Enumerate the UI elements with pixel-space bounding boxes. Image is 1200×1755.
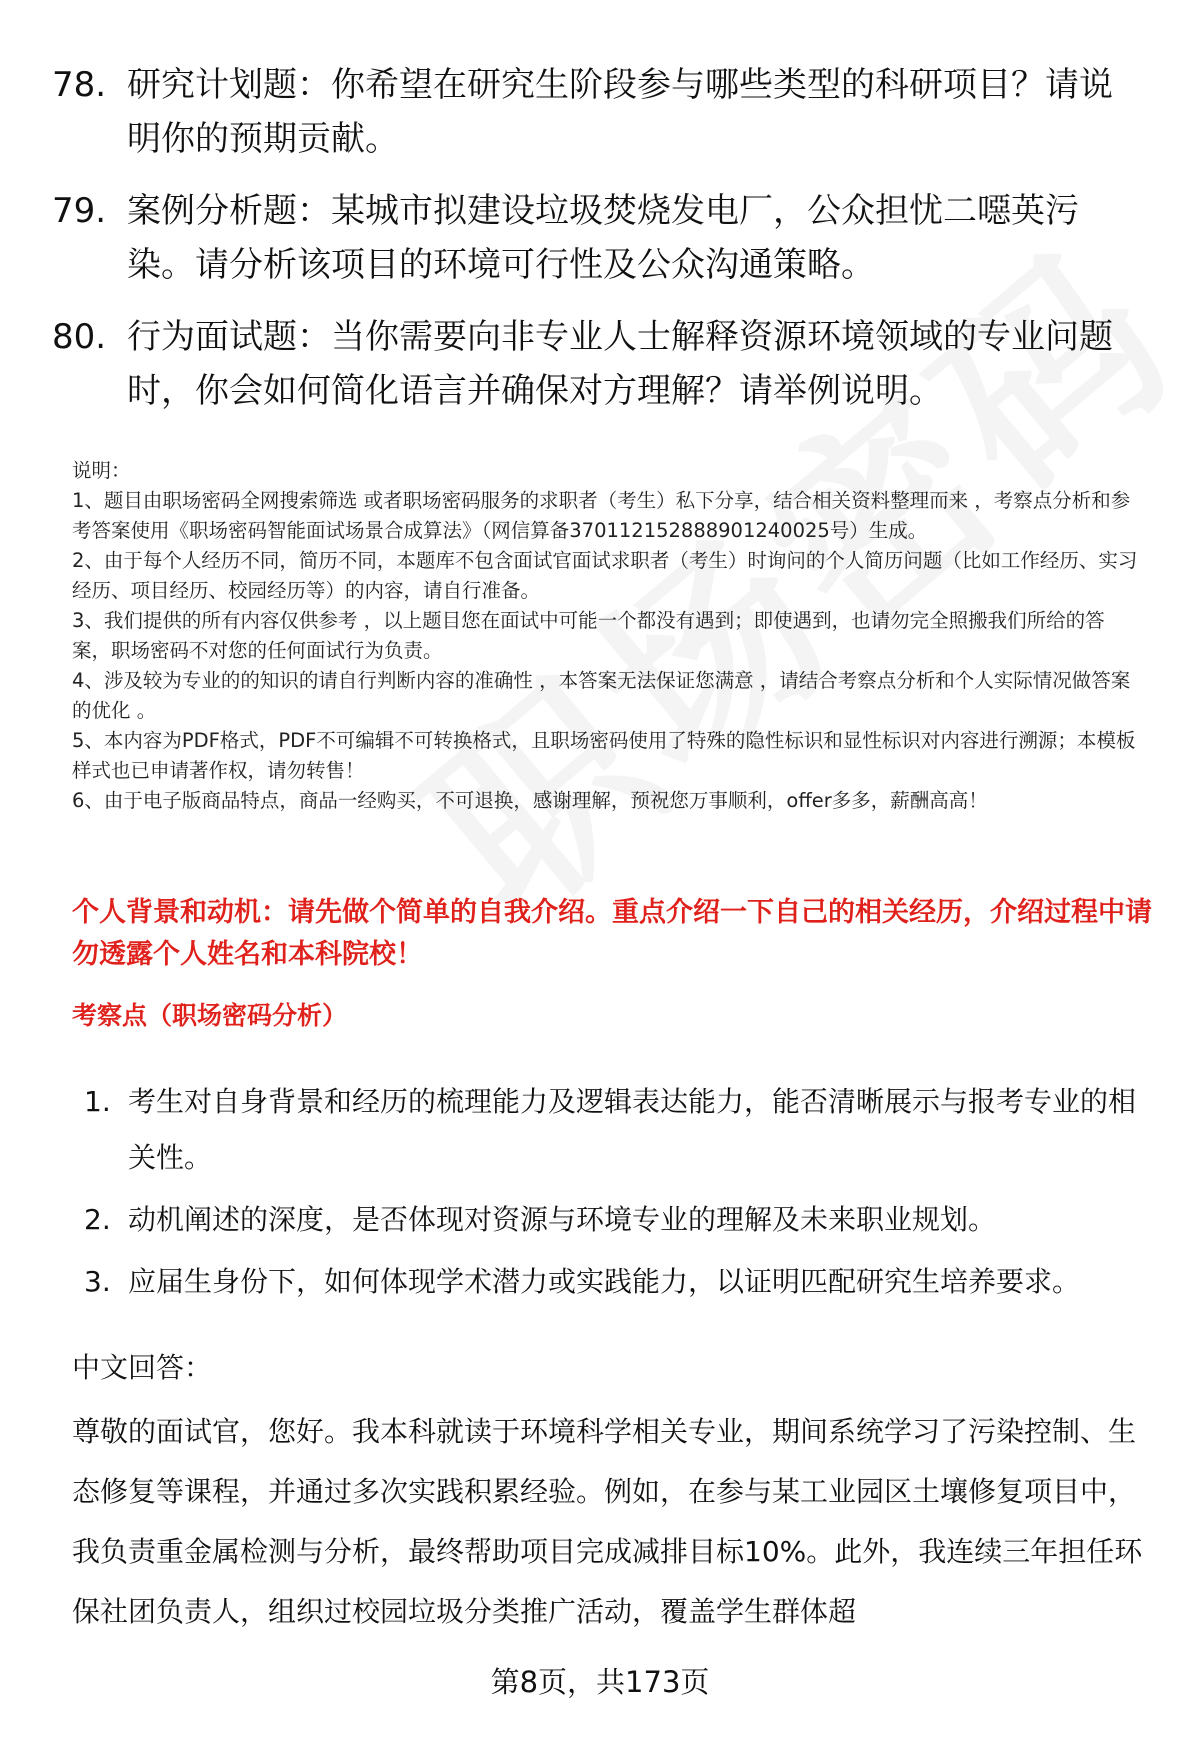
question-number: 79. (52, 191, 107, 231)
note-item: 2、由于每个人经历不同，简历不同，本题库不包含面试官面试求职者（考生）时询问的个人简历问题（比如工作经历、实习经历、项目经历、校园经历等）的内容，请自行准备。 (72, 549, 1138, 602)
question-number: 78. (52, 65, 107, 105)
assessment-points (84, 1074, 1144, 1316)
question-text: 研究计划题：你希望在研究生阶段参与哪些类型的科研项目？请说明你的预期贡献。 (127, 65, 1113, 159)
question-item (52, 310, 1132, 418)
question-number: 80. (52, 317, 107, 357)
question-list (52, 58, 1132, 436)
question-item (52, 58, 1132, 166)
answer-section (72, 1338, 1152, 1642)
question-text: 案例分析题：某城市拟建设垃圾焚烧发电厂，公众担忧二噁英污染。请分析该项目的环境可行性及公众沟通策略。 (127, 191, 1079, 285)
disclaimer-notes (72, 456, 1142, 816)
section-subtitle: 考察点（职场密码分析） (72, 1001, 348, 1030)
point-number: 1. (84, 1085, 111, 1118)
point-number: 2. (84, 1203, 111, 1236)
question-text: 行为面试题：当你需要向非专业人士解释资源环境领域的专业问题时，你会如何简化语言并确保对方理解？请举例说明。 (127, 317, 1113, 411)
point-item (84, 1254, 1144, 1310)
section-title: 个人背景和动机：请先做个简单的自我介绍。重点介绍一下自己的相关经历，介绍过程中请勿透露个人姓名和本科院校！ (72, 897, 1152, 970)
answer-body: 尊敬的面试官，您好。我本科就读于环境科学相关专业，期间系统学习了污染控制、生态修复等课程，并通过多次实践积累经验。例如，在参与某工业园区土壤修复项目中，我负责重金属检测与分析，最终帮助项目完成减排目标10%。此外，我连续三年担任环保社团负责人，组织过校园垃圾分类推广活动，覆盖学生群体超 (72, 1415, 1143, 1628)
point-text: 应届生身份下，如何体现学术潜力或实践能力，以证明匹配研究生培养要求。 (128, 1265, 1081, 1298)
page-footer: 第8页，共173页 (490, 1665, 710, 1699)
note-item: 5、本内容为PDF格式，PDF不可编辑不可转换格式，且职场密码使用了特殊的隐性标识和显性标识对内容进行溯源；本模板样式也已申请著作权，请勿转售！ (72, 729, 1136, 782)
point-number: 3. (84, 1265, 111, 1298)
answer-label: 中文回答： (72, 1351, 213, 1384)
point-text: 动机阐述的深度，是否体现对资源与环境专业的理解及未来职业规划。 (128, 1203, 997, 1236)
question-item (52, 184, 1132, 292)
note-item: 6、由于电子版商品特点，商品一经购买，不可退换，感谢理解，预祝您万事顺利，offer多多，薪酬高高！ (72, 789, 988, 812)
note-item: 4、涉及较为专业的的知识的请自行判断内容的准确性 ，本答案无法保证您满意 ，请结合考察点分析和个人实际情况做答案的优化 。 (72, 669, 1131, 722)
point-text: 考生对自身背景和经历的梳理能力及逻辑表达能力，能否清晰展示与报考专业的相关性。 (128, 1085, 1137, 1174)
note-item: 3、我们提供的所有内容仅供参考 ，以上题目您在面试中可能一个都没有遇到；即使遇到，也请勿完全照搬我们所给的答案，职场密码不对您的任何面试行为负责。 (72, 609, 1105, 662)
point-item (84, 1074, 1144, 1186)
point-item (84, 1192, 1144, 1248)
notes-title: 说明： (72, 459, 131, 482)
section-header (72, 892, 1152, 1036)
note-item: 1、题目由职场密码全网搜索筛选 或者职场密码服务的求职者（考生）私下分享，结合相关资料整理而来 ，考察点分析和参考答案使用《职场密码智能面试场景合成算法》（网信算备370112152888901240025号）生成。 (72, 489, 1131, 542)
